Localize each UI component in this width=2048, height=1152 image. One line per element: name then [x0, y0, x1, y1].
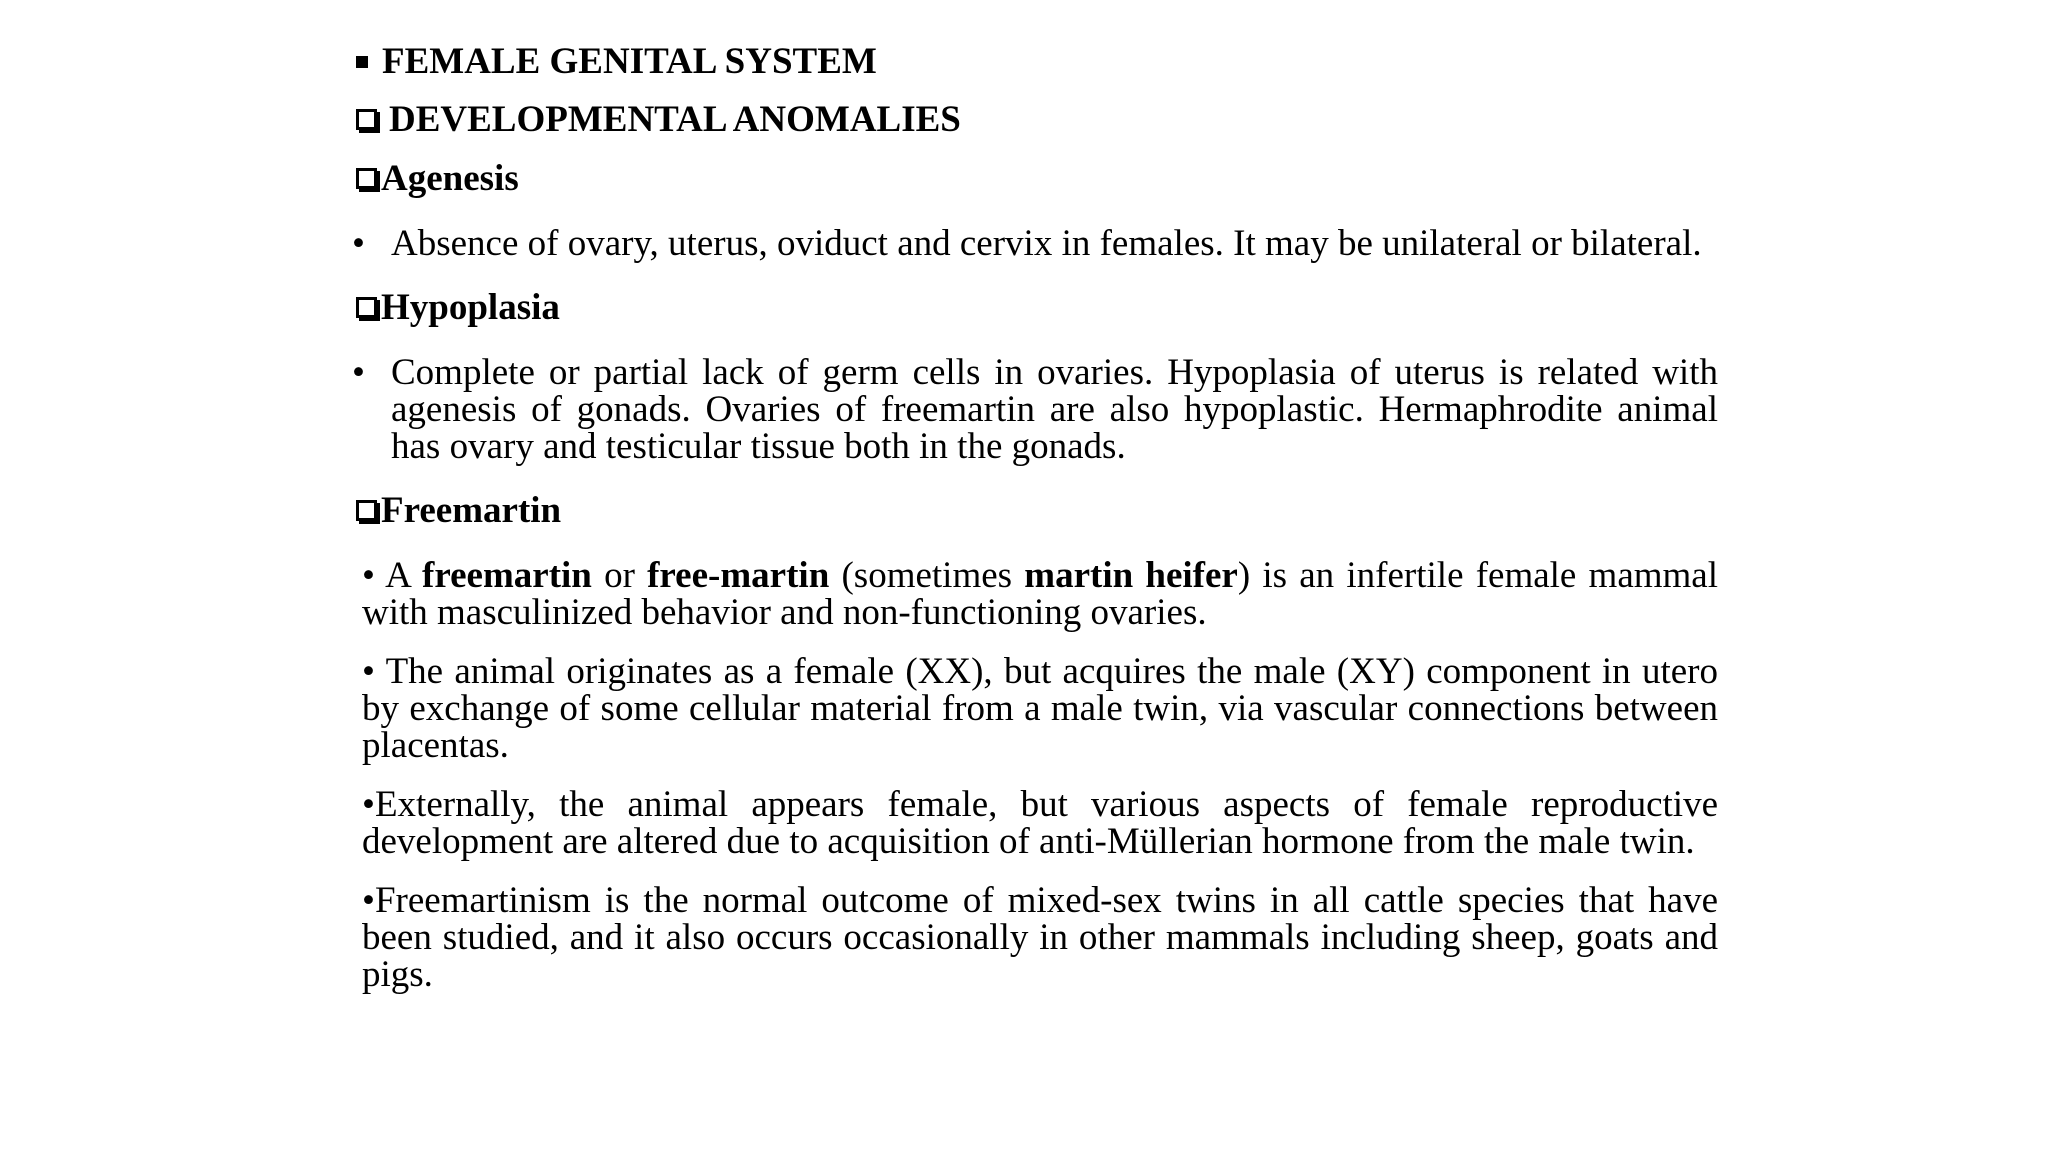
freemartin-paragraph-4: •Freemartinism is the normal outcome of mixed-sex twins in all cattle species that have been studied, and it also occurs occasionally in other mammals including sheep, goats and pigs. [362, 880, 1718, 995]
slide-content [352, 38, 1718, 993]
checkbox-bullet-icon [356, 500, 377, 521]
section-heading-text: DEVELOPMENTAL ANOMALIES [389, 99, 961, 140]
main-heading-text: FEMALE GENITAL SYSTEM [382, 41, 877, 82]
checkbox-bullet-icon [356, 109, 377, 130]
checkbox-bullet-icon [356, 297, 377, 318]
agenesis-text: Absence of ovary, uterus, oviduct and cervix in females. It may be unilateral or bilateral. [391, 223, 1702, 264]
hypoplasia-heading [352, 284, 1718, 332]
term-free-martin: free-martin [647, 555, 830, 596]
text-sometimes: (sometimes [841, 555, 1013, 596]
freemartin-heading [352, 487, 1718, 535]
main-heading [352, 38, 1718, 86]
bullet-dot: • [352, 352, 365, 393]
square-bullet-icon [356, 56, 368, 68]
text-or: or [604, 555, 635, 596]
freemartin-paragraph-2: • The animal originates as a female (XX), but acquires the male (XY) component in utero by exchange of some cellular material from a male twin, via vascular connections between placentas. [362, 651, 1718, 766]
term-martin-heifer: martin heifer [1024, 555, 1238, 596]
hypoplasia-text: Complete or partial lack of germ cells in ovaries. Hypoplasia of uterus is related with agenesis of gonads. Ovaries of freemartin are also hypoplastic. Hermaphrodite animal has ovary and testicular tissue both in the gonads. [391, 352, 1718, 467]
hypoplasia-heading-text: Hypoplasia [381, 287, 560, 328]
freemartin-heading-text: Freemartin [381, 490, 562, 531]
section-heading [352, 96, 1718, 144]
checkbox-bullet-icon [356, 168, 377, 189]
freemartin-paragraph-1 [352, 557, 1718, 631]
text-rest: ) is an infertile female mammal with masculinized behavior and non-functioning ovaries. [362, 555, 1719, 633]
text-a: A [385, 555, 410, 596]
bullet-dot: • [362, 555, 375, 596]
freemartin-paragraph-3: •Externally, the animal appears female, but various aspects of female reproductive development are altered due to acquisition of anti-Müllerian hormone from the male twin. [362, 784, 1718, 862]
hypoplasia-paragraph [352, 354, 1718, 465]
agenesis-paragraph [352, 225, 1718, 262]
bullet-dot: • [352, 223, 365, 264]
term-freemartin: freemartin [422, 555, 592, 596]
agenesis-heading [352, 155, 1718, 203]
agenesis-heading-text: Agenesis [381, 158, 519, 199]
